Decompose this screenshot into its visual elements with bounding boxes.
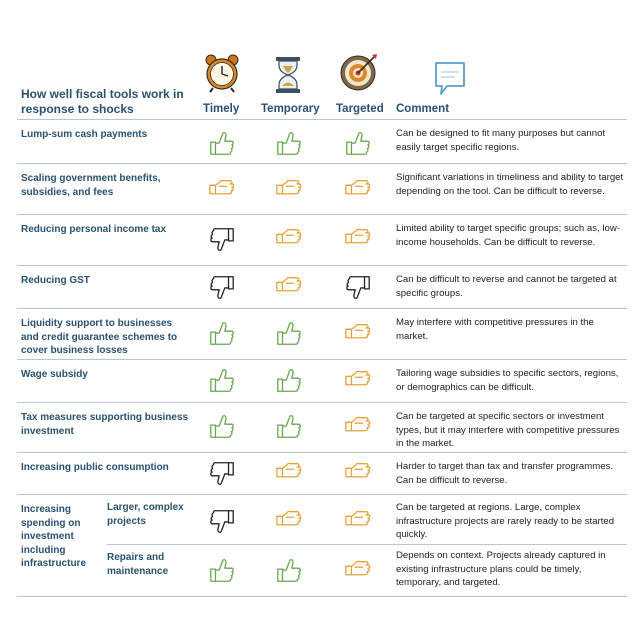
- row-label: Tax measures supporting business investment: [21, 412, 189, 437]
- speech-bubble-icon: [433, 60, 467, 98]
- thumbs-down-icon: [208, 459, 236, 487]
- neutral-hand-icon: [275, 459, 303, 487]
- thumbs-down-icon: [344, 273, 372, 301]
- divider: [17, 596, 627, 597]
- row-label: Reducing GST: [21, 275, 90, 286]
- thumbs-down-icon: [208, 225, 236, 253]
- thumbs-up-icon: [275, 557, 303, 585]
- subrow-comment: Depends on context. Projects already captured in existing infrastructure plans could be timely, temporary, and targeted.: [396, 550, 606, 588]
- thumbs-up-icon: [208, 367, 236, 395]
- column-header-comment: Comment: [396, 103, 450, 115]
- row-label: Increasing public consumption: [21, 462, 169, 473]
- neutral-hand-icon: [344, 413, 372, 441]
- column-header-targeted: Targeted: [336, 103, 384, 115]
- neutral-hand-icon: [275, 225, 303, 253]
- table-row-group: [17, 494, 627, 597]
- row-comment: May interfere with competitive pressures in the market.: [396, 317, 594, 342]
- table-row: [17, 214, 627, 266]
- thumbs-up-icon: [275, 413, 303, 441]
- neutral-hand-icon: [275, 273, 303, 301]
- table-row: [17, 119, 627, 164]
- group-label: Increasing spending on investment including infrastructure: [21, 504, 87, 569]
- row-comment: Limited ability to target specific groups; such as, low-income households. Can be difficult to reverse.: [396, 223, 620, 248]
- row-label: Reducing personal income tax: [21, 224, 167, 235]
- table-row: [17, 265, 627, 309]
- thumbs-up-icon: [208, 320, 236, 348]
- thumbs-up-icon: [208, 413, 236, 441]
- thumbs-up-icon: [275, 320, 303, 348]
- table-row: [17, 163, 627, 215]
- thumbs-up-icon: [275, 130, 303, 158]
- neutral-hand-icon: [344, 367, 372, 395]
- row-comment: Can be targeted at specific sectors or investment types, but it may interfere with competitive pressures in the market.: [396, 411, 620, 449]
- neutral-hand-icon: [344, 507, 372, 535]
- alarm-clock-icon: [203, 52, 241, 94]
- thumbs-down-icon: [208, 273, 236, 301]
- row-label: Lump-sum cash payments: [21, 129, 148, 140]
- table-row: [17, 308, 627, 360]
- hourglass-icon: [273, 56, 303, 94]
- table-title: How well fiscal tools work in response to shocks: [21, 87, 184, 116]
- neutral-hand-icon: [275, 176, 303, 204]
- column-header-timely: Timely: [203, 103, 240, 115]
- row-comment: Can be designed to fit many purposes but cannot easily target specific regions.: [396, 128, 606, 153]
- row-label: Liquidity support to businesses and credit guarantee schemes to cover business losses: [21, 318, 178, 356]
- row-comment: Tailoring wage subsidies to specific sectors, regions, or demographics can be difficult.: [396, 368, 619, 393]
- neutral-hand-icon: [344, 176, 372, 204]
- row-label: Scaling government benefits, subsidies, and fees: [21, 173, 161, 198]
- neutral-hand-icon: [208, 176, 236, 204]
- column-header-temporary: Temporary: [261, 103, 320, 115]
- subrow-label: Repairs and maintenance: [107, 552, 169, 577]
- row-comment: Can be difficult to reverse and cannot be targeted at specific groups.: [396, 274, 617, 299]
- divider: [107, 544, 627, 545]
- thumbs-up-icon: [208, 557, 236, 585]
- row-comment: Significant variations in timeliness and ability to target depending on the tool. Can be difficult to reverse.: [396, 172, 624, 197]
- neutral-hand-icon: [344, 557, 372, 585]
- neutral-hand-icon: [275, 507, 303, 535]
- neutral-hand-icon: [344, 459, 372, 487]
- thumbs-up-icon: [344, 130, 372, 158]
- thumbs-up-icon: [208, 130, 236, 158]
- neutral-hand-icon: [344, 320, 372, 348]
- thumbs-up-icon: [275, 367, 303, 395]
- table-row: [17, 452, 627, 495]
- neutral-hand-icon: [344, 225, 372, 253]
- table-row: [17, 402, 627, 453]
- subrow-comment: Can be targeted at regions. Large, complex infrastructure projects are rarely ready to be started quickly.: [396, 502, 615, 540]
- thumbs-down-icon: [208, 507, 236, 535]
- row-label: Wage subsidy: [21, 369, 88, 380]
- subrow-label: Larger, complex projects: [107, 502, 184, 527]
- target-icon: [339, 52, 379, 92]
- table-row: [17, 359, 627, 403]
- row-comment: Harder to target than tax and transfer programmes. Can be difficult to reverse.: [396, 461, 614, 486]
